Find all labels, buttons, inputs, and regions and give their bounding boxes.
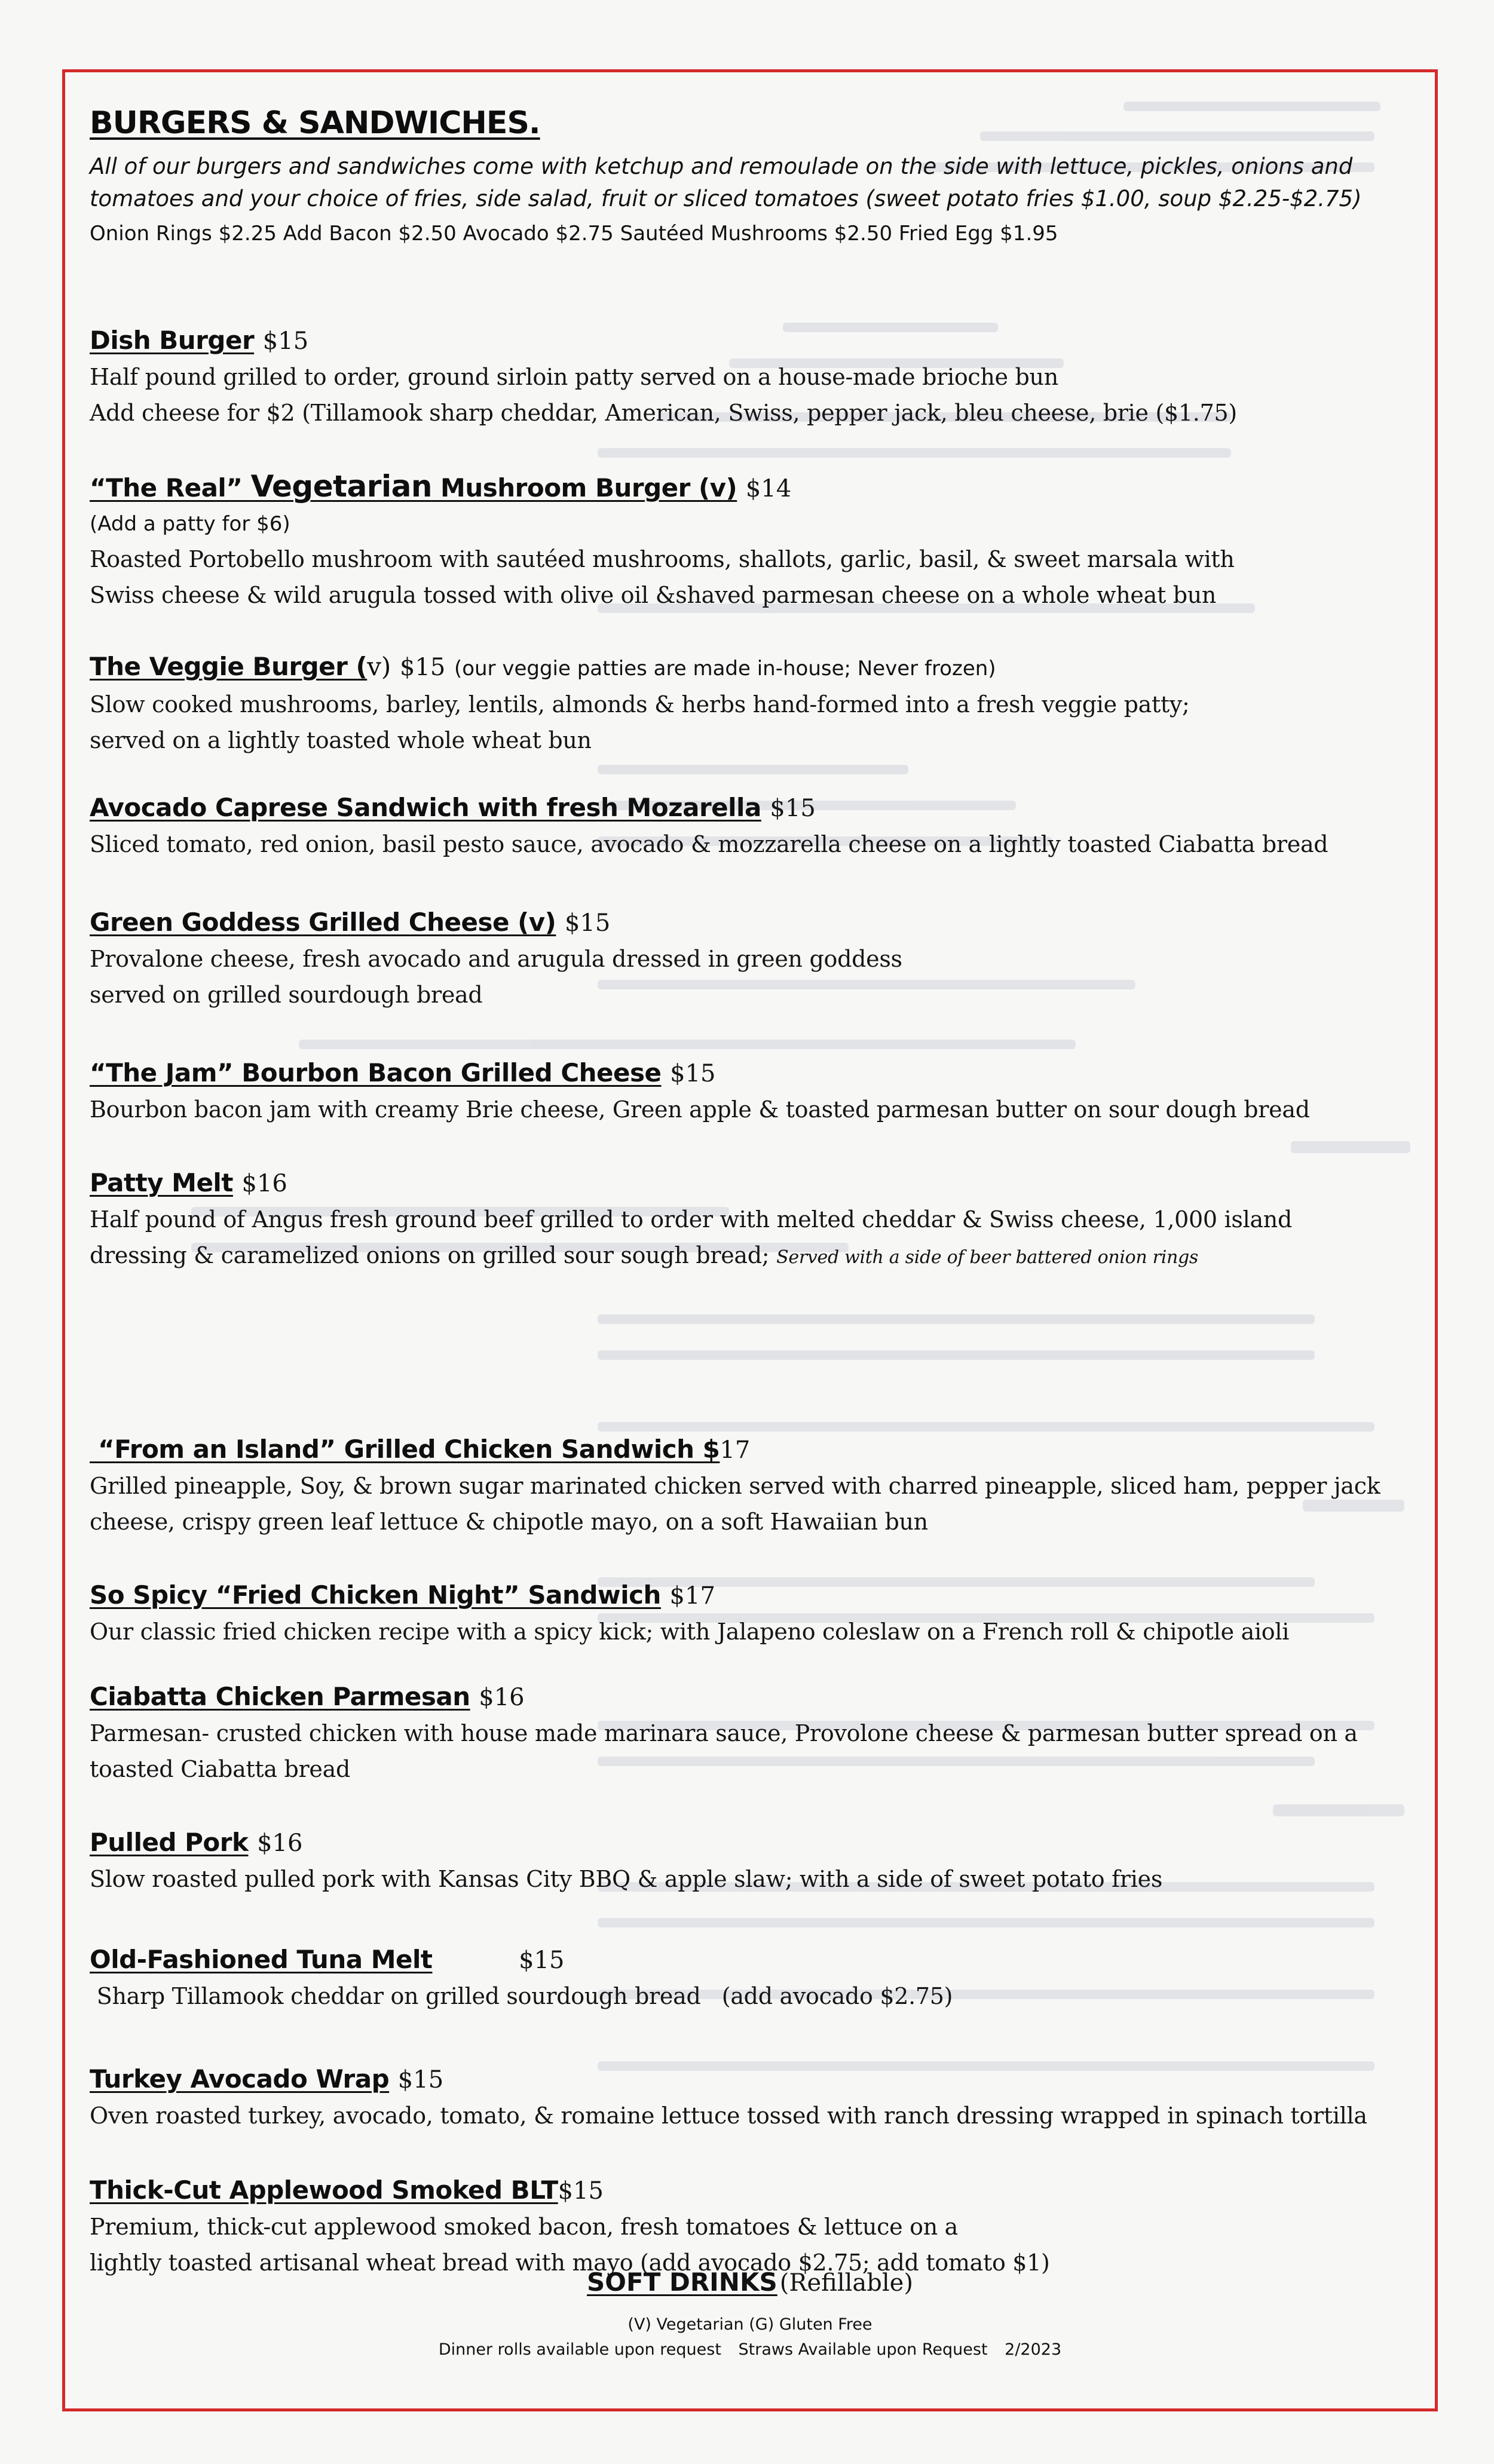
item-name: Turkey Avocado Wrap xyxy=(90,2064,390,2094)
diet-legend: (V) Vegetarian (G) Gluten Free xyxy=(627,2315,872,2334)
menu-item xyxy=(90,1679,1358,1787)
item-name: “The Jam” Bourbon Bacon Grilled Cheese xyxy=(90,1058,662,1087)
item-name: Thick-Cut Applewood Smoked BLT xyxy=(90,2175,558,2205)
menu-item: The Veggie Burger (v) $15 (our veggie patties are made in-house; Never frozen) Slow cooked mushrooms, barley, lentils, almonds & herbs hand-formed into a fresh veggie patty; served on a lightly toasted whole wheat bun xyxy=(90,649,1190,758)
item-description: Slow cooked mushrooms, barley, lentils, almonds & herbs hand-formed into a fresh veggie patty; xyxy=(90,691,1190,718)
item-description: served on a lightly toasted whole wheat bun xyxy=(90,727,592,753)
item-name: Avocado Caprese Sandwich with fresh Mozarella xyxy=(90,793,761,822)
item-name: Ciabatta Chicken Parmesan xyxy=(90,1682,470,1711)
item-description: Half pound grilled to order, ground sirloin patty served on a house-made brioche bun xyxy=(90,364,1058,390)
refillable-note: (Refillable) xyxy=(779,2269,913,2297)
menu-item xyxy=(90,468,1235,613)
section-header xyxy=(90,102,1404,249)
menu-footer xyxy=(62,2264,1438,2362)
section-title: BURGERS & SANDWICHES. xyxy=(90,105,540,141)
item-description: Slow roasted pulled pork with Kansas City BBQ & apple slaw; with a side of sweet potato fries xyxy=(90,1866,1163,1892)
item-description: Premium, thick-cut applewood smoked bacon, fresh tomatoes & lettuce on a xyxy=(90,2214,959,2240)
item-description: Our classic fried chicken recipe with a spicy kick; with Jalapeno coleslaw on a French roll & chipotle aioli xyxy=(90,1619,1290,1645)
item-price: $15 xyxy=(770,795,816,822)
menu-item xyxy=(90,323,1237,431)
item-price: 17 xyxy=(720,1436,751,1464)
item-description: Provalone cheese, fresh avocado and arugula dressed in green goddess xyxy=(90,946,902,972)
straws-note: Straws Available upon Request xyxy=(738,2340,988,2359)
item-description: Oven roasted turkey, avocado, tomato, & romaine lettuce tossed with ranch dressing wrapped in spinach tortilla xyxy=(90,2103,1367,2129)
item-price: $15 xyxy=(519,1947,565,1974)
item-description: Grilled pineapple, Soy, & brown sugar marinated chicken served with charred pineapple, sliced ham, pepper jack xyxy=(90,1473,1380,1499)
item-description: Half pound of Angus fresh ground beef grilled to order with melted cheddar & Swiss cheese, 1,000 island xyxy=(90,1206,1293,1233)
menu-date: 2/2023 xyxy=(1005,2340,1062,2359)
item-description: toasted Ciabatta bread xyxy=(90,1756,350,1782)
menu-item xyxy=(90,1577,1289,1650)
item-name: Patty Melt xyxy=(90,1168,233,1197)
item-name: Pulled Pork xyxy=(90,1828,249,1857)
item-price: $15 xyxy=(564,909,611,937)
item-name: So Spicy “Fried Chicken Night” Sandwich xyxy=(90,1580,661,1610)
addons-list: Onion Rings $2.25 Add Bacon $2.50 Avocado $2.75 Sautéed Mushrooms $2.50 Fried Egg $1.95 xyxy=(90,222,1058,246)
item-price: $15 xyxy=(397,2066,444,2094)
item-description: served on grilled sourdough bread xyxy=(90,982,483,1008)
item-name: “The Real” Vegetarian Mushroom Burger (v) xyxy=(90,469,737,504)
soft-drinks-heading: SOFT DRINKS xyxy=(587,2267,777,2297)
item-price: $15 xyxy=(670,1060,716,1087)
menu-item xyxy=(90,790,1328,862)
footnote xyxy=(62,2337,1438,2362)
item-name: Dish Burger xyxy=(90,326,255,355)
rolls-note: Dinner rolls available upon request xyxy=(438,2340,721,2359)
menu-item xyxy=(90,1165,1292,1276)
item-price: $15 xyxy=(262,327,309,355)
item-note: (our veggie patties are made in-house; Never frozen) xyxy=(454,657,996,681)
item-description: Bourbon bacon jam with creamy Brie cheese, Green apple & toasted parmesan butter on sour dough bread xyxy=(90,1096,1310,1123)
menu-item xyxy=(90,2061,1367,2134)
item-side-note: Served with a side of beer battered onion rings xyxy=(776,1247,1199,1268)
item-description: Roasted Portobello mushroom with sautéed mushrooms, shallots, garlic, basil, & sweet marsala with xyxy=(90,546,1235,572)
item-description: Swiss cheese & wild arugula tossed with olive oil &shaved parmesan cheese on a whole wheat bun xyxy=(90,582,1217,608)
item-description: Sliced tomato, red onion, basil pesto sauce, avocado & mozzarella cheese on a lightly toasted Ciabatta bread xyxy=(90,831,1328,857)
item-description: lightly toasted artisanal wheat bread with mayo (add avocado $2.75; add tomato $1) xyxy=(90,2250,1050,2276)
item-name: “From an Island” Grilled Chicken Sandwich $ xyxy=(98,1435,720,1464)
item-description: Add cheese for $2 (Tillamook sharp cheddar, American, Swiss, pepper jack, bleu cheese, brie ($1.75) xyxy=(90,400,1237,426)
item-note: (Add a patty for $6) xyxy=(90,512,290,536)
item-name: Old-Fashioned Tuna Melt xyxy=(90,1945,433,1974)
item-description: Sharp Tillamook cheddar on grilled sourdough bread (add avocado $2.75) xyxy=(90,1983,953,2009)
item-price: $14 xyxy=(745,475,792,502)
menu-item xyxy=(90,1432,1380,1540)
item-description: dressing & caramelized onions on grilled sour sough bread; Served with a side of beer battered onion rings xyxy=(90,1242,1199,1268)
menu-item xyxy=(90,1055,1310,1127)
item-description: Parmesan- crusted chicken with house made marinara sauce, Provolone cheese & parmesan butter spread on a xyxy=(90,1720,1358,1746)
item-name: Green Goddess Grilled Cheese (v) xyxy=(90,908,556,937)
item-price: $16 xyxy=(257,1829,303,1857)
menu-item xyxy=(90,1825,1162,1897)
item-price: $16 xyxy=(241,1170,287,1197)
menu-item xyxy=(90,1942,953,2014)
item-description: cheese, crispy green leaf lettuce & chipotle mayo, on a soft Hawaiian bun xyxy=(90,1509,928,1535)
item-name: The Veggie Burger ( xyxy=(90,652,368,681)
item-price: $17 xyxy=(669,1582,715,1610)
item-price: $15 xyxy=(399,654,446,681)
section-intro: All of our burgers and sandwiches come with ketchup and remoulade on the side with lettuce, pickles, onions and tomatoes and your choice of fries, side salad, fruit or sliced tomatoes (sweet potato fries $1.00, soup $2.25-$2.75) xyxy=(90,154,1362,212)
item-price: $15 xyxy=(558,2177,604,2205)
menu-item xyxy=(90,905,902,1013)
item-price: $16 xyxy=(479,1684,525,1711)
